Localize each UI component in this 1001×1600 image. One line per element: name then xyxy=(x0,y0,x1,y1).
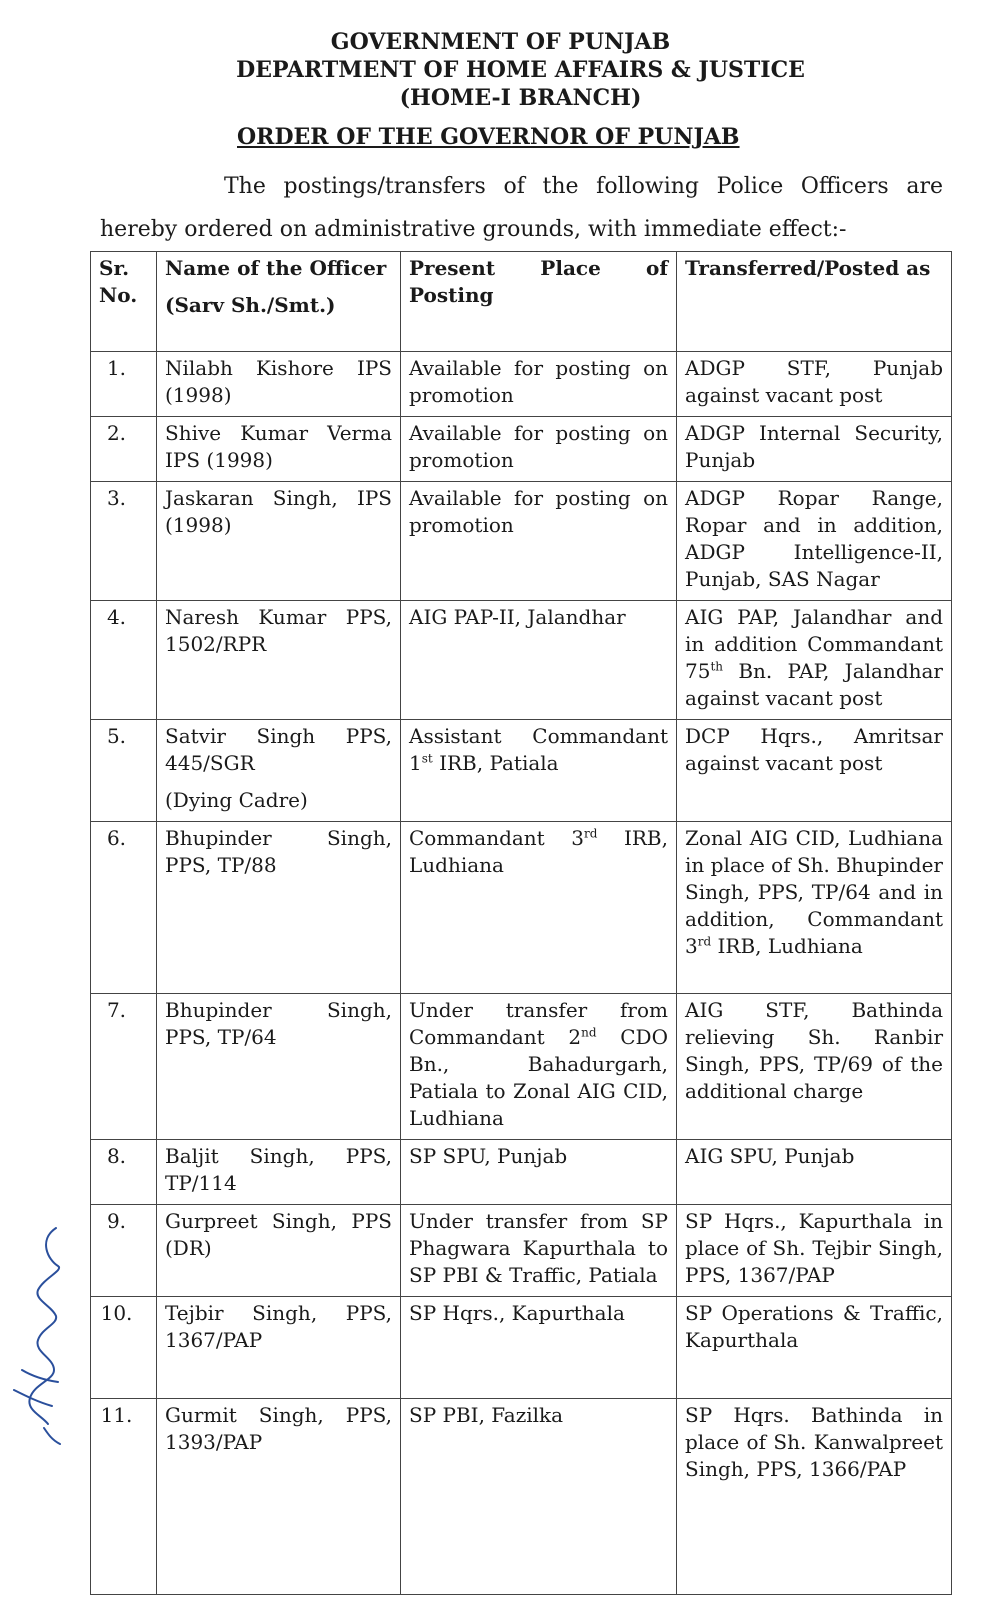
cell-transferred: DCP Hqrs., Amritsar against vacant post xyxy=(677,720,952,822)
cell-name: Baljit Singh, PPS, TP/114 xyxy=(157,1140,401,1205)
cell-present: SP PBI, Fazilka xyxy=(401,1399,677,1595)
intro-line-2: hereby ordered on administrative grounds, with immediate effect:- xyxy=(100,217,847,242)
header-transferred-as: Transferred/Posted as xyxy=(677,252,952,352)
header-sr-no: Sr. No. xyxy=(91,252,157,352)
cell-present xyxy=(401,720,677,822)
cell-text: Assistant Commandant 1 xyxy=(409,724,668,775)
cell-present: Available for posting on promotion xyxy=(401,482,677,601)
intro-line-1: The postings/transfers of the following Police Officers are xyxy=(224,174,943,199)
cell-sr: 3. xyxy=(91,482,157,601)
cell-transferred: SP Hqrs., Kapurthala in place of Sh. Tejbir Singh, PPS, 1367/PAP xyxy=(677,1205,952,1297)
cell-name: Tejbir Singh, PPS, 1367/PAP xyxy=(157,1297,401,1399)
table-row xyxy=(91,601,952,720)
cell-transferred: SP Hqrs. Bathinda in place of Sh. Kanwalpreet Singh, PPS, 1366/PAP xyxy=(677,1399,952,1595)
cell-sr: 1. xyxy=(91,352,157,417)
cell-transferred: ADGP Ropar Range, Ropar and in addition, ADGP Intelligence-II, Punjab, SAS Nagar xyxy=(677,482,952,601)
table-row xyxy=(91,1399,952,1595)
cell-sr: 4. xyxy=(91,601,157,720)
cell-transferred xyxy=(677,601,952,720)
cell-name: Bhupinder Singh, PPS, TP/64 xyxy=(157,994,401,1140)
cell-text: AIG PAP, Jalandhar and in addition Commandant 75 xyxy=(685,605,943,683)
table-row xyxy=(91,822,952,994)
header-officer-name-sub: (Sarv Sh./Smt.) xyxy=(165,293,336,317)
cell-present: Available for posting on promotion xyxy=(401,352,677,417)
cell-text: CDO Bn., Bahadurgarh, Patiala to Zonal AIG CID, Ludhiana xyxy=(409,1025,668,1130)
cell-present: SP SPU, Punjab xyxy=(401,1140,677,1205)
cell-text: IRB, Patiala xyxy=(432,751,559,775)
intro-paragraph xyxy=(100,165,943,251)
table-header-row xyxy=(91,252,952,352)
table-row xyxy=(91,352,952,417)
cell-sr: 7. xyxy=(91,994,157,1140)
cell-sr: 10. xyxy=(91,1297,157,1399)
cell-name: Gurpreet Singh, PPS (DR) xyxy=(157,1205,401,1297)
ordinal-suffix: nd xyxy=(581,1025,597,1040)
handwritten-signature xyxy=(8,1220,68,1450)
cell-name-note: (Dying Cadre) xyxy=(165,788,308,812)
cell-present xyxy=(401,822,677,994)
cell-transferred: ADGP Internal Security, Punjab xyxy=(677,417,952,482)
cell-name xyxy=(157,720,401,822)
header-line-branch: (HOME-I BRANCH) xyxy=(399,85,642,111)
cell-sr: 2. xyxy=(91,417,157,482)
cell-sr: 11. xyxy=(91,1399,157,1595)
table-row xyxy=(91,417,952,482)
ordinal-suffix: rd xyxy=(697,934,712,949)
table-row xyxy=(91,1205,952,1297)
cell-transferred: ADGP STF, Punjab against vacant post xyxy=(677,352,952,417)
order-title: ORDER OF THE GOVERNOR OF PUNJAB xyxy=(237,124,740,150)
cell-sr: 9. xyxy=(91,1205,157,1297)
header-officer-name xyxy=(157,252,401,352)
cell-text: Under transfer from Commandant 2 xyxy=(409,998,668,1049)
cell-text: Zonal AIG CID, Ludhiana in place of Sh. Bhupinder Singh, PPS, TP/64 and in addition, Commandant 3 xyxy=(685,826,943,958)
table-row xyxy=(91,1140,952,1205)
header-officer-name-label: Name of the Officer xyxy=(165,256,387,280)
postings-table xyxy=(90,251,952,1595)
cell-name: Bhupinder Singh, PPS, TP/88 xyxy=(157,822,401,994)
cell-name: Nilabh Kishore IPS (1998) xyxy=(157,352,401,417)
ordinal-suffix: st xyxy=(421,751,433,766)
cell-sr: 5. xyxy=(91,720,157,822)
header-line-government: GOVERNMENT OF PUNJAB xyxy=(330,29,671,55)
cell-transferred xyxy=(677,822,952,994)
cell-text: Commandant 3 xyxy=(409,826,584,850)
cell-transferred: SP Operations & Traffic, Kapurthala xyxy=(677,1297,952,1399)
table-row xyxy=(91,1297,952,1399)
cell-transferred: AIG STF, Bathinda relieving Sh. Ranbir Singh, PPS, TP/69 of the additional charge xyxy=(677,994,952,1140)
cell-text: IRB, Ludhiana xyxy=(409,826,668,877)
header-present-posting: Present Place of Posting xyxy=(401,252,677,352)
table-row xyxy=(91,994,952,1140)
cell-name: Shive Kumar Verma IPS (1998) xyxy=(157,417,401,482)
cell-text: IRB, Ludhiana xyxy=(711,934,863,958)
header-line-department: DEPARTMENT OF HOME AFFAIRS & JUSTICE xyxy=(236,57,805,83)
cell-present: Under transfer from SP Phagwara Kapurthala to SP PBI & Traffic, Patiala xyxy=(401,1205,677,1297)
cell-name: Jaskaran Singh, IPS (1998) xyxy=(157,482,401,601)
cell-name: Gurmit Singh, PPS, 1393/PAP xyxy=(157,1399,401,1595)
ordinal-suffix: th xyxy=(710,659,724,674)
cell-present xyxy=(401,994,677,1140)
cell-present: SP Hqrs., Kapurthala xyxy=(401,1297,677,1399)
ordinal-suffix: rd xyxy=(584,826,598,841)
cell-sr: 8. xyxy=(91,1140,157,1205)
cell-transferred: AIG SPU, Punjab xyxy=(677,1140,952,1205)
cell-name-text: Satvir Singh PPS, 445/SGR xyxy=(165,724,392,775)
table-row xyxy=(91,720,952,822)
cell-name: Naresh Kumar PPS, 1502/RPR xyxy=(157,601,401,720)
table-row xyxy=(91,482,952,601)
cell-text: Bn. PAP, Jalandhar against vacant post xyxy=(685,659,943,710)
cell-sr: 6. xyxy=(91,822,157,994)
cell-present: Available for posting on promotion xyxy=(401,417,677,482)
cell-present: AIG PAP-II, Jalandhar xyxy=(401,601,677,720)
